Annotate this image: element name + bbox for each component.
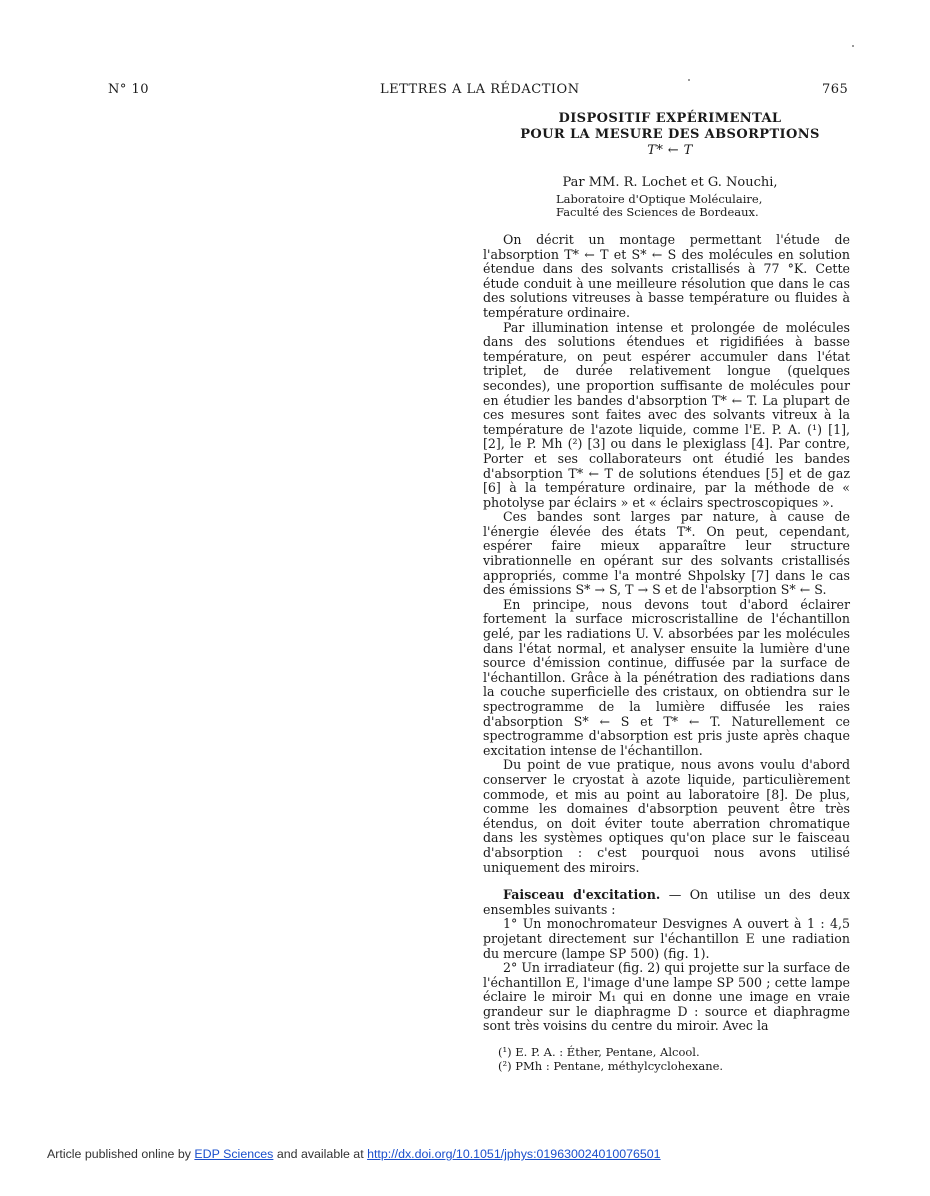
scan-speck	[688, 79, 690, 81]
doi-link[interactable]: http://dx.doi.org/10.1051/jphys:019630024010076501	[367, 1147, 661, 1161]
scan-speck	[852, 45, 854, 47]
title-formula: T* ← T	[647, 143, 693, 158]
title-line: DISPOSITIF EXPÉRIMENTAL	[558, 111, 782, 126]
body-paragraph: Du point de vue pratique, nous avons voulu d'abord conserver le cryostat à azote liquide, particulièrement commode, et mis au point au laboratoire [8]. De plus, comme les domaines d'absorption peuvent être très étendus, on doit éviter toute aberration chromatique dans les systèmes optiques qu'on place sur le faisceau d'absorption : c'est pourquoi nous avons utilisé uniquement des miroirs.	[483, 757, 850, 875]
issue-number: N° 10	[108, 82, 150, 97]
publisher-link[interactable]: EDP Sciences	[194, 1147, 274, 1161]
title-line: POUR LA MESURE DES ABSORPTIONS	[520, 127, 820, 142]
section-paragraph	[483, 888, 850, 917]
footer-middle: and available at	[273, 1147, 368, 1161]
article-title	[500, 111, 840, 159]
publication-footer	[47, 1147, 661, 1161]
list-item: 1° Un monochromateur Desvignes A ouvert à 1 : 4,5 projetant directement sur l'échantillon E une radiation du mercure (lampe SP 500) (fig. 1).	[483, 916, 850, 961]
page-number: 765	[822, 82, 849, 97]
footnotes	[498, 1046, 723, 1073]
affiliation-line: Laboratoire d'Optique Moléculaire,	[556, 192, 763, 206]
author-line: Par MM. R. Lochet et G. Nouchi,	[562, 175, 778, 190]
section-heading: Faisceau d'excitation.	[503, 887, 661, 903]
body-paragraph: Ces bandes sont larges par nature, à cause de l'énergie élevée des états T*. On peut, cependant, espérer faire mieux apparaître leur structure vibrationnelle en opérant sur des solvants cristallisés appropriés, comme l'a montré Shpolsky [7] dans le cas des émissions S* → S, T → S et de l'absorption S* ← S.	[483, 509, 850, 598]
abstract-paragraph: On décrit un montage permettant l'étude de l'absorption T* ← T et S* ← S des molécules en solution étendue dans des solvants cristallisés à 77 °K. Cette étude conduit à une meilleure résolution que dans le cas des solutions vitreuses à basse température ou fluides à température ordinaire.	[483, 232, 850, 320]
affiliation-line: Faculté des Sciences de Bordeaux.	[556, 205, 759, 219]
footer-prefix: Article published online by	[47, 1147, 195, 1161]
list-item: 2° Un irradiateur (fig. 2) qui projette sur la surface de l'échantillon E, l'image d'une lampe SP 500 ; cette lampe éclaire le miroir M₁ qui en donne une image en vraie grandeur sur le diaphragme D : source et diaphragme sont très voisins du centre du miroir. Avec la	[483, 960, 850, 1034]
article-body	[483, 233, 850, 1034]
body-paragraph: En principe, nous devons tout d'abord éclairer fortement la surface microscristalline de l'échantillon gelé, par les radiations U. V. absorbées par les molécules dans l'état normal, et analyser ensuite la lumière d'une source d'émission continue, diffusée par la surface de l'échantillon. Grâce à la pénétration des radiations dans la couche superficielle des cristaux, on obtiendra sur le spectrogramme de la lumière diffusée les raies d'absorption S* ← S et T* ← T. Naturellement ce spectrogramme d'absorption est pris juste après chaque excitation intense de l'échantillon.	[483, 596, 850, 758]
body-paragraph: Par illumination intense et prolongée de molécules dans des solutions étendues et rigidifiées à basse température, on peut espérer accumuler dans l'état triplet, de durée relativement longue (quelques secondes), une proportion suffisante de molécules pour en étudier les bandes d'absorption T* ← T. La plupart de ces mesures sont faites avec des solvants vitreux à la température de l'azote liquide, comme l'E. P. A. (¹) [1], [2], le P. Mh (²) [3] ou dans le plexiglass [4]. Par contre, Porter et ses collaborateurs ont étudié les bandes d'absorption T* ← T de solutions étendues [5] et de gaz [6] à la température ordinaire, par la méthode de « photolyse par éclairs » et « éclairs spectroscopiques ».	[483, 319, 850, 510]
affiliation	[556, 193, 762, 219]
footnote: (¹) E. P. A. : Éther, Pentane, Alcool.	[498, 1045, 700, 1059]
footnote: (²) PMh : Pentane, méthylcyclohexane.	[498, 1058, 724, 1073]
section-intro: — On utilise un des deux ensembles suivants :	[483, 887, 850, 917]
running-header: LETTRES A LA RÉDACTION	[380, 82, 580, 97]
